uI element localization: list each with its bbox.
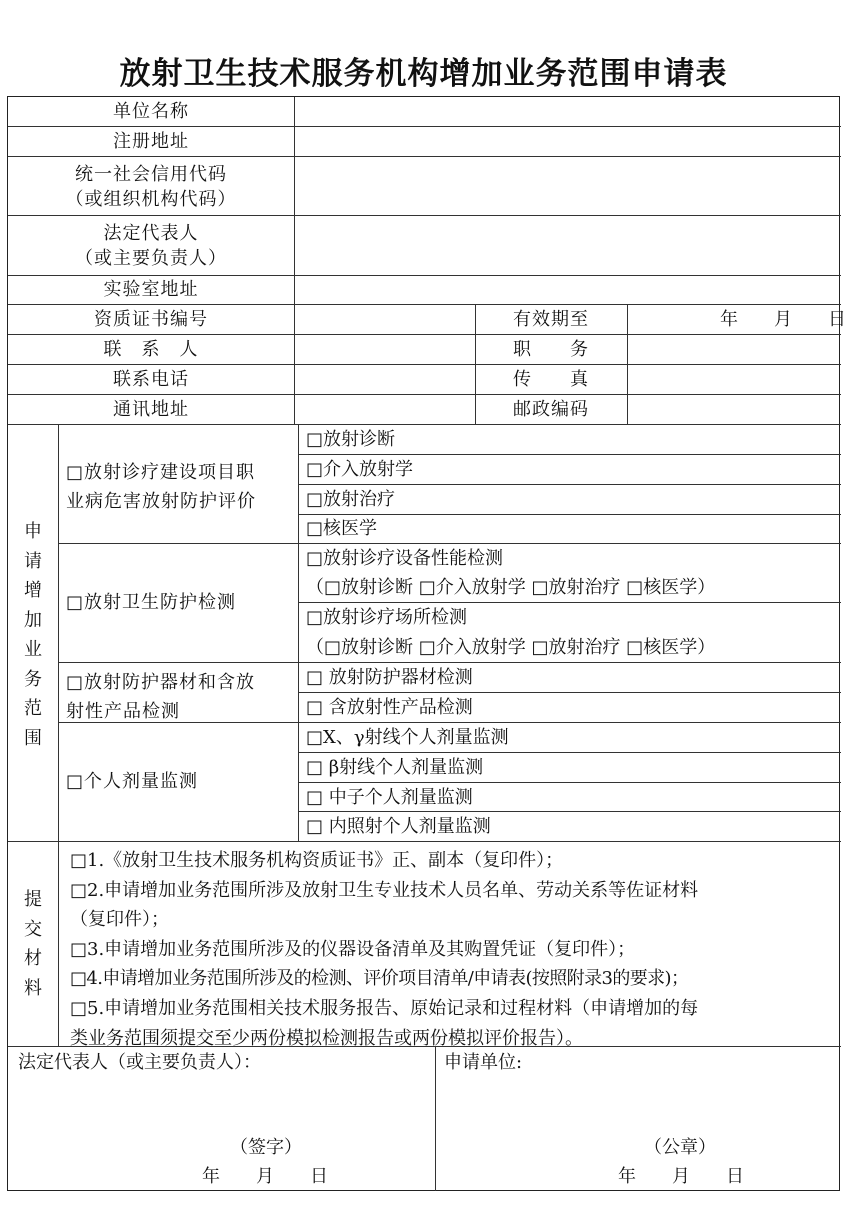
label-mail-address: 通讯地址 — [113, 399, 189, 420]
material-item-1[interactable]: □1.《放射卫生技术服务机构资质证书》正、副本（复印件）； — [70, 850, 564, 871]
material-item-5[interactable]: □5.申请增加业务范围相关技术服务报告、原始记录和过程材料（申请增加的每 — [70, 997, 699, 1019]
materials-list — [70, 846, 838, 1053]
seal-note: （公章） — [644, 1137, 716, 1158]
label-unit-name: 单位名称 — [113, 101, 189, 122]
label-credit-code-line2: （或组织机构代码） — [65, 189, 237, 210]
label-lab-address: 实验室地址 — [103, 279, 199, 300]
row-divider — [8, 364, 841, 365]
label-cert-no: 资质证书编号 — [94, 309, 208, 330]
checkbox-eval-diagnosis[interactable]: □放射诊断 — [306, 429, 396, 450]
row-divider — [8, 215, 841, 216]
signature-note: （签字） — [230, 1137, 302, 1158]
checkbox-xgamma-dose[interactable]: □X、γ射线个人剂量监测 — [306, 727, 509, 748]
row-divider — [58, 662, 841, 663]
row-divider — [8, 424, 841, 425]
signature-date: 年 月 日 — [202, 1166, 328, 1187]
label-phone: 联系电话 — [113, 369, 189, 390]
label-contact: 联 系 人 — [103, 339, 199, 360]
row-divider — [8, 156, 841, 157]
row-divider — [298, 692, 841, 693]
col-divider — [294, 97, 295, 424]
label-fax: 传 真 — [513, 369, 589, 390]
row-divider — [298, 752, 841, 753]
row-divider — [298, 514, 841, 515]
row-divider — [8, 275, 841, 276]
site-test-subitems[interactable]: （□放射诊断 □介入放射学 □放射治疗 □核医学） — [306, 637, 716, 658]
row-divider — [8, 334, 841, 335]
scope-group-evaluation-line2: 业病危害放射防护评价 — [66, 491, 256, 512]
checkbox-internal-dose[interactable]: □ 内照射个人剂量监测 — [306, 816, 491, 837]
label-credit-code — [8, 162, 294, 212]
material-item-4[interactable]: □4.申请增加业务范围所涉及的检测、评价项目清单/申请表(按照附录3的要求)； — [70, 968, 689, 990]
col-divider — [627, 304, 628, 424]
scope-group-equipment-products-line1: □放射防护器材和含放 — [66, 672, 256, 693]
checkbox-eval-radiotherapy[interactable]: □放射治疗 — [306, 489, 396, 510]
label-legal-rep-line1: 法定代表人 — [103, 223, 199, 244]
material-item-2-cont: （复印件）； — [70, 909, 169, 931]
row-divider — [8, 126, 841, 127]
row-divider — [8, 394, 841, 395]
row-divider — [8, 304, 841, 305]
row-divider — [298, 811, 841, 812]
application-form-table — [7, 96, 846, 1191]
label-credit-code-line1: 统一社会信用代码 — [75, 164, 227, 185]
checkbox-site-test[interactable]: □放射诊疗场所检测 — [306, 607, 468, 628]
checkbox-radioactive-products[interactable]: □ 含放射性产品检测 — [306, 697, 473, 718]
label-legal-rep-line2: （或主要负责人） — [75, 248, 227, 269]
scope-group-equipment-products-line2: 射性产品检测 — [66, 701, 180, 722]
label-position: 职 务 — [513, 339, 589, 360]
valid-until-date: 年 月 日 — [720, 309, 846, 330]
scope-group-evaluation-line1: □放射诊疗建设项目职 — [66, 462, 256, 483]
material-item-2[interactable]: □2.申请增加业务范围所涉及放射卫生专业技术人员名单、劳动关系等佐证材料 — [70, 879, 699, 901]
col-divider — [435, 1046, 436, 1191]
scope-group-equipment-products[interactable] — [66, 668, 296, 726]
material-item-3[interactable]: □3.申请增加业务范围所涉及的仪器设备清单及其购置凭证（复印件）； — [70, 938, 636, 960]
checkbox-eval-interventional[interactable]: □介入放射学 — [306, 459, 414, 480]
label-valid-until: 有效期至 — [513, 309, 589, 330]
row-divider — [8, 841, 841, 842]
col-divider — [298, 424, 299, 841]
row-divider — [298, 602, 841, 603]
seal-date: 年 月 日 — [618, 1166, 744, 1187]
form-title: 放射卫生技术服务机构增加业务范围申请表 — [119, 56, 728, 92]
checkbox-protective-equipment[interactable]: □ 放射防护器材检测 — [306, 667, 473, 688]
label-reg-address: 注册地址 — [113, 131, 189, 152]
checkbox-neutron-dose[interactable]: □ 中子个人剂量监测 — [306, 787, 473, 808]
scope-group-protection-test[interactable]: □放射卫生防护检测 — [66, 592, 237, 613]
checkbox-beta-dose[interactable]: □ β射线个人剂量监测 — [306, 757, 484, 778]
row-divider — [298, 782, 841, 783]
label-postcode: 邮政编码 — [513, 399, 589, 420]
checkbox-eval-nuclear-medicine[interactable]: □核医学 — [306, 518, 378, 539]
scope-group-evaluation[interactable] — [66, 458, 296, 516]
row-divider — [298, 454, 841, 455]
label-legal-rep-sign: 法定代表人（或主要负责人）： — [18, 1052, 261, 1073]
row-divider — [298, 484, 841, 485]
checkbox-equipment-test[interactable]: □放射诊疗设备性能检测 — [306, 548, 504, 569]
label-materials: 提交材料 — [24, 889, 42, 999]
scope-group-personal-dose[interactable]: □个人剂量监测 — [66, 771, 199, 792]
material-item-5-cont: 类业务范围须提交至少两份模拟检测报告或两份模拟评价报告）。 — [70, 1027, 583, 1049]
row-divider — [58, 543, 841, 544]
equipment-test-subitems[interactable]: （□放射诊断 □介入放射学 □放射治疗 □核医学） — [306, 577, 716, 598]
col-divider — [58, 424, 59, 1046]
label-scope: 申请增加业务范围 — [24, 521, 42, 749]
label-applicant-unit: 申请单位: — [444, 1052, 523, 1073]
label-legal-rep — [8, 221, 294, 271]
